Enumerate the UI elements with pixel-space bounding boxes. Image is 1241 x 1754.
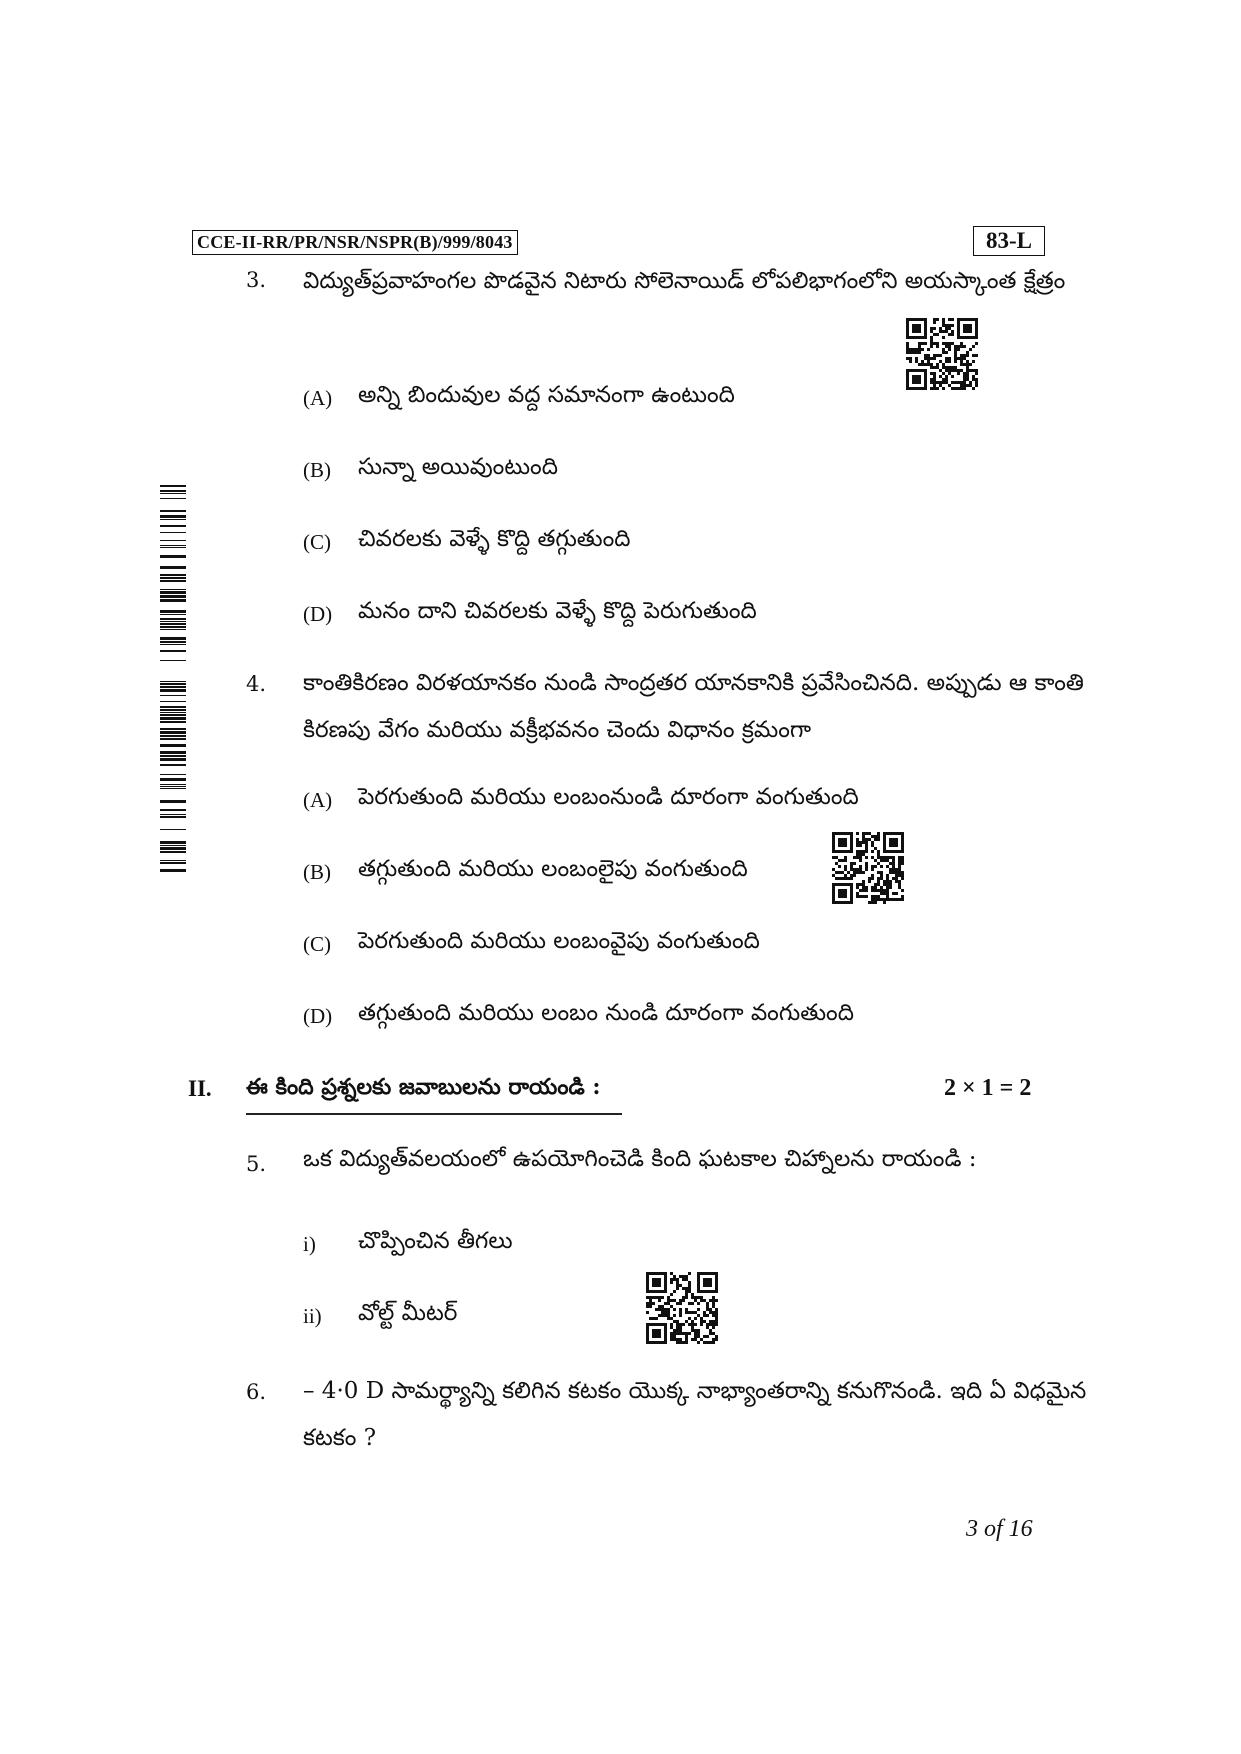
option-text: తగ్గుతుంది మరియు లంబం నుండి దూరంగా వంగుతుంది xyxy=(358,1000,854,1026)
option-label: (C) xyxy=(303,530,331,554)
qr-code xyxy=(646,1272,718,1344)
question-number: 3. xyxy=(246,268,267,292)
section-title: ఈ కింది ప్రశ్నలకు జవాబులను రాయండి : xyxy=(246,1074,601,1100)
option-text: మనం దాని చివరలకు వెళ్ళే కొద్ది పెరుగుతుంది xyxy=(358,598,757,624)
subject-code: 83-L xyxy=(973,226,1045,256)
option-label: (A) xyxy=(303,386,333,410)
option-label: (A) xyxy=(303,788,333,812)
option-text: తగ్గుతుంది మరియు లంబంలైపు వంగుతుంది xyxy=(358,856,748,882)
option-text: చివరలకు వెళ్ళే కొద్ది తగ్గుతుంది xyxy=(358,526,631,552)
question-text: కాంతికిరణం విరళయానకం నుండి సాంద్రతర యానకానికి ప్రవేసించినది. అప్పుడు ఆ కాంతి కిరణపు వేగం మరియు వక్రీభవనం చెందు విధానం క్రమంగా xyxy=(303,670,1084,743)
question-number: 5. xyxy=(246,1152,267,1176)
qr-code xyxy=(906,318,978,390)
question-number: 4. xyxy=(246,672,267,696)
barcode xyxy=(160,485,186,873)
option-label: (D) xyxy=(303,602,333,626)
option-text: అన్ని బిందువుల వద్ద సమానంగా ఉంటుంది xyxy=(358,382,735,408)
page-number: 3 of 16 xyxy=(966,1516,1033,1542)
option-label: (B) xyxy=(303,458,331,482)
section-number: II. xyxy=(188,1076,212,1101)
option-label: (B) xyxy=(303,860,331,884)
section-underline xyxy=(246,1113,622,1115)
option-text: పెరగుతుంది మరియు లంబంవైపు వంగుతుంది xyxy=(358,928,760,954)
question-text: ఒక విద్యుత్‌వలయంలో ఉపయోగించెడి కింది ఘటకాల చిహ్నాలను రాయండి : xyxy=(303,1146,977,1172)
option-label: (D) xyxy=(303,1004,333,1028)
section-marks: 2 × 1 = 2 xyxy=(944,1075,1032,1101)
item-label: i) xyxy=(303,1232,316,1256)
option-text: పెరగుతుంది మరియు లంబంనుండి దూరంగా వంగుతుంది xyxy=(358,784,859,810)
item-text: చొప్పించిన తీగలు xyxy=(358,1228,513,1254)
option-label: (C) xyxy=(303,932,331,956)
item-text: వోల్ట్ మీటర్ xyxy=(358,1300,458,1326)
qr-code xyxy=(832,832,904,904)
option-text: సున్నా అయివుంటుంది xyxy=(358,454,558,480)
item-label: ii) xyxy=(303,1304,322,1328)
question-text: విద్యుత్‌ప్రవాహంగల పొడవైన నిటారు సోలెనాయిడ్ లోపలిభాగంలోని అయస్కాంత క్షేత్రం xyxy=(303,268,1066,294)
paper-code: CCE-II-RR/PR/NSR/NSPR(B)/999/8043 xyxy=(192,230,518,255)
question-text: – 4·0 D సామర్థ్యాన్ని కలిగిన కటకం యొక్క నాభ్యాంతరాన్ని కనుగొనండి. ఇది ఏ విధమైన కటకం ? xyxy=(303,1378,1087,1451)
question-number: 6. xyxy=(246,1380,267,1404)
